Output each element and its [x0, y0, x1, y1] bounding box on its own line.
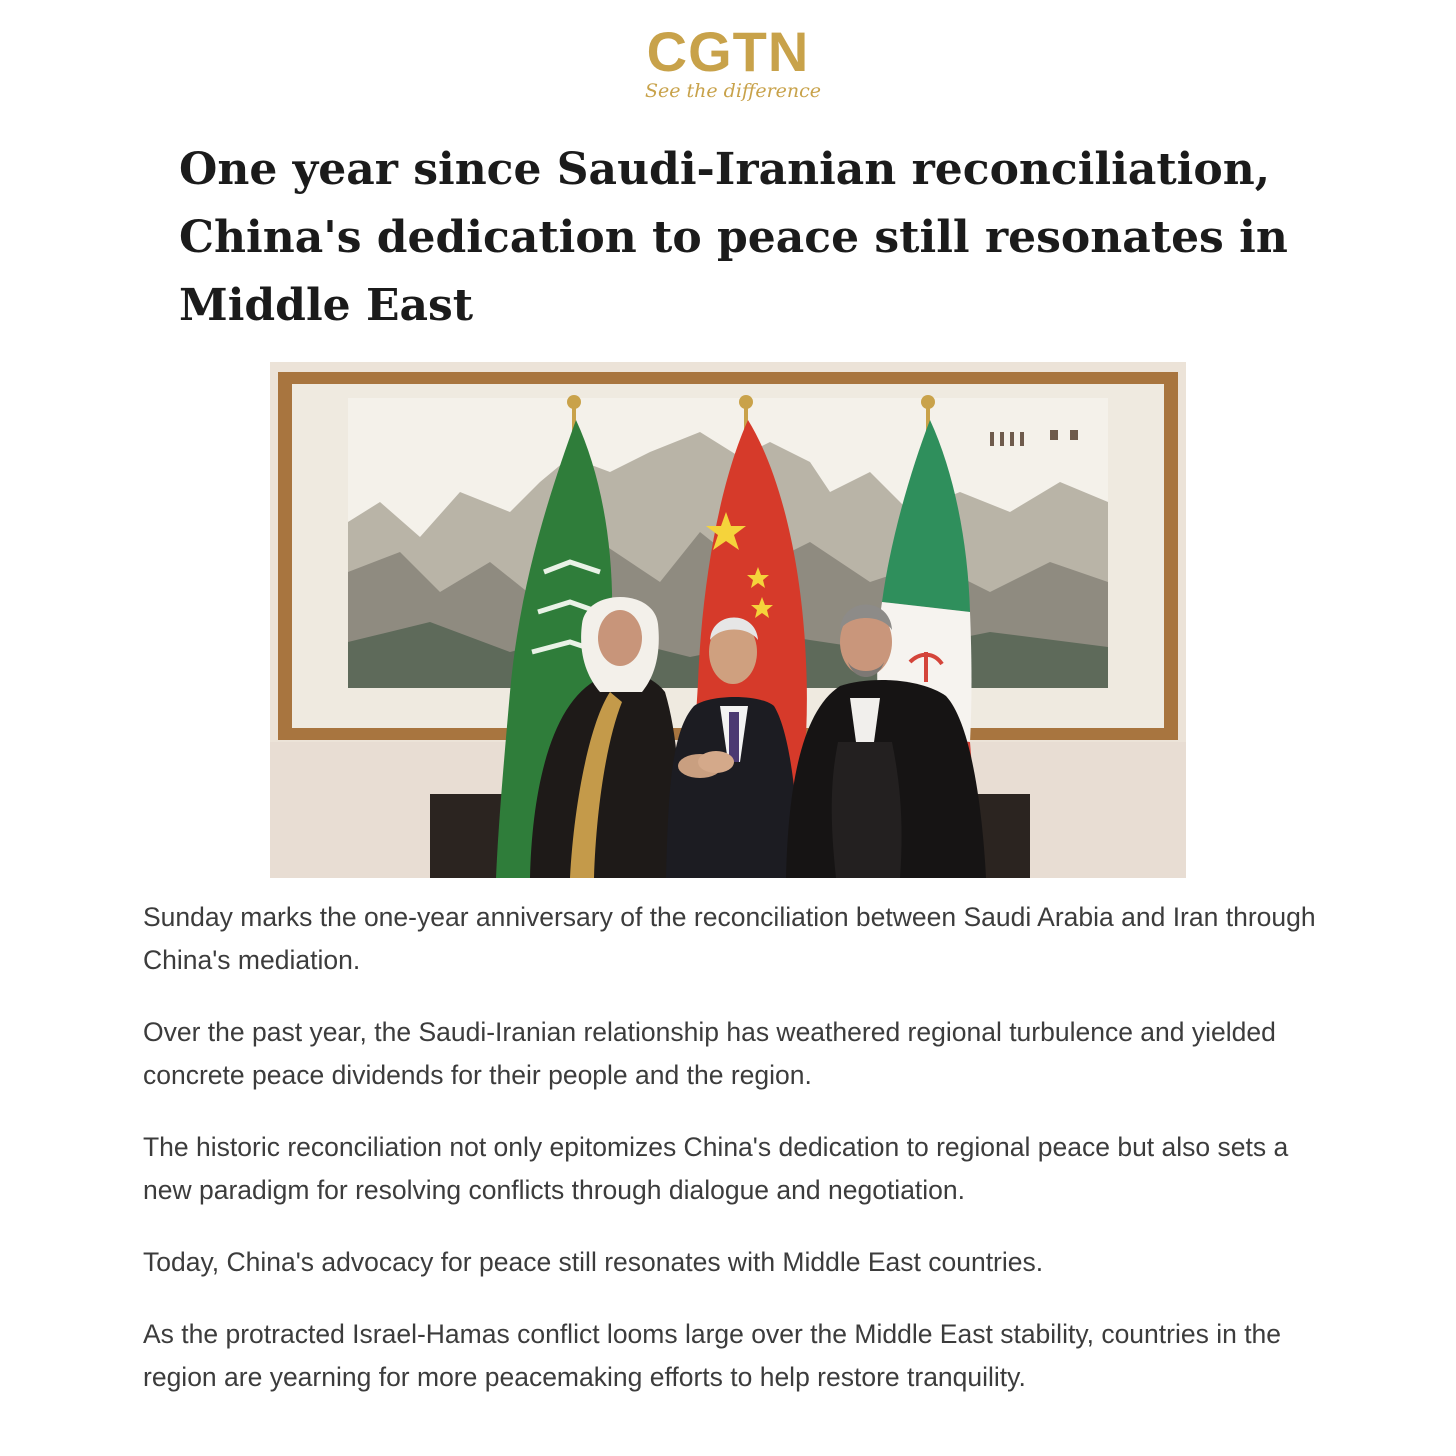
article-photo [270, 362, 1186, 878]
logo-wordmark: CGTN [646, 20, 810, 83]
article-headline: One year since Saudi-Iranian reconciliation, China's dedication to peace still resonates in Middle East [179, 144, 1288, 331]
paragraph: Today, China's advocacy for peace still resonates with Middle East countries. [143, 1247, 1044, 1277]
paragraph: As the protracted Israel-Hamas conflict looms large over the Middle East stability, countries in the region are yearning for more peacemaking efforts to help restore tranquility. [143, 1319, 1282, 1392]
paragraph: Over the past year, the Saudi-Iranian relationship has weathered regional turbulence and yielded concrete peace dividends for their people and the region. [143, 1017, 1276, 1090]
logo-tagline: See the difference [644, 80, 822, 102]
paragraph: Sunday marks the one-year anniversary of the reconciliation between Saudi Arabia and Iran through China's mediation. [143, 902, 1316, 975]
paragraph: The historic reconciliation not only epitomizes China's dedication to regional peace but also sets a new paradigm for resolving conflicts through dialogue and negotiation. [143, 1132, 1289, 1205]
article-body [143, 896, 1343, 1428]
cgtn-logo[interactable] [0, 22, 1456, 102]
